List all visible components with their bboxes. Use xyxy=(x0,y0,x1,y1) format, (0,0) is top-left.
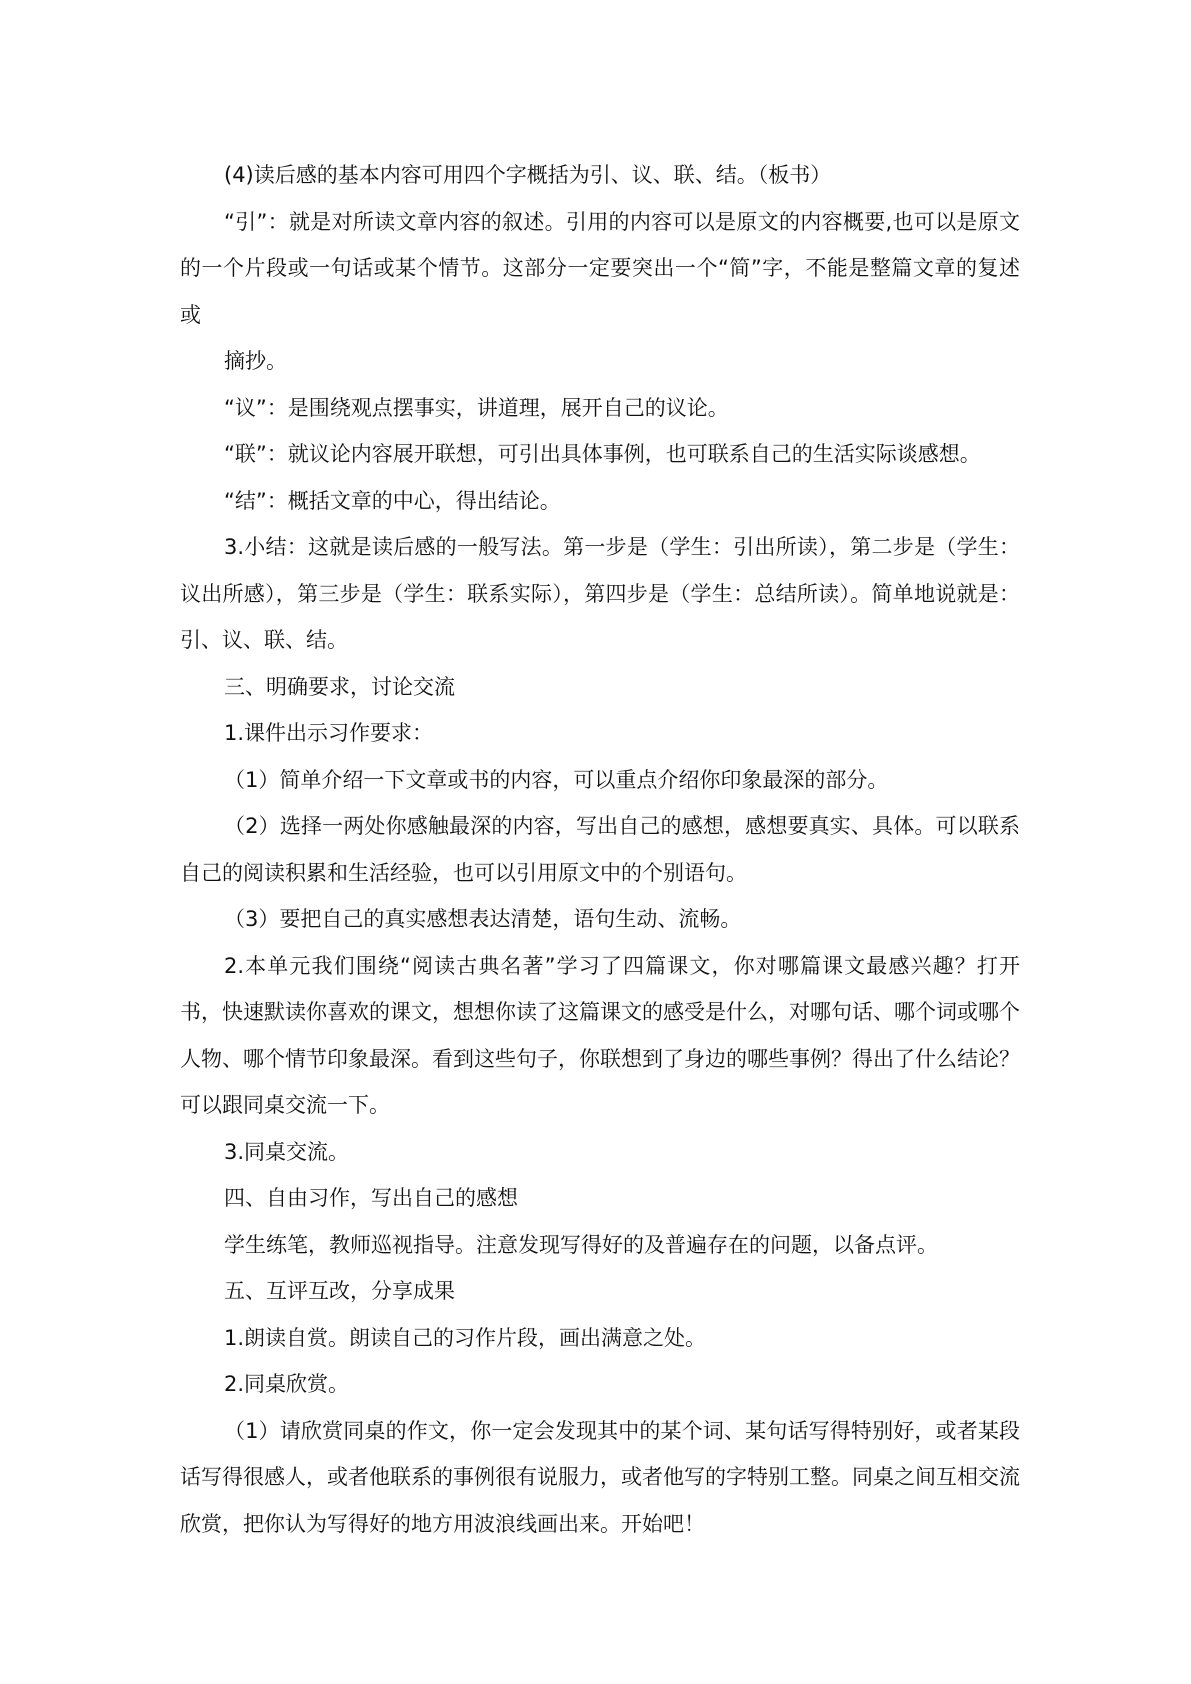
paragraph: “引”：就是对所读文章内容的叙述。引用的内容可以是原文的内容概要,也可以是原文的一个片段或一句话或某个情节。这部分一定要突出一个“简”字，不能是整篇文章的复述或 xyxy=(180,209,1020,327)
paragraph: “结”：概括文章的中心，得出结论。 xyxy=(224,488,561,513)
paragraph: 学生练笔，教师巡视指导。注意发现写得好的及普遍存在的问题，以备点评。 xyxy=(224,1232,938,1257)
paragraph: 1.朗读自赏。朗读自己的习作片段，画出满意之处。 xyxy=(224,1325,707,1350)
paragraph: (4)读后感的基本内容可用四个字概括为引、议、联、结。（板书） xyxy=(224,163,832,187)
paragraph: 3.小结：这就是读后感的一般写法。第一步是（学生：引出所读），第二步是（学生：议出所感），第三步是（学生：联系实际），第四步是（学生：总结所读）。简单地说就是：引、议、联、结。 xyxy=(180,535,1020,652)
paragraph: 1.课件出示习作要求： xyxy=(224,721,434,745)
section-heading: 四、自由习作，写出自己的感想 xyxy=(224,1186,518,1210)
paragraph: 3.同桌交流。 xyxy=(224,1139,350,1164)
paragraph: “联”：就议论内容展开联想，可引出具体事例，也可联系自己的生活实际谈感想。 xyxy=(224,442,981,466)
paragraph: （2）选择一两处你感触最深的内容，写出自己的感想，感想要真实、具体。可以联系自己的阅读积累和生活经验，也可以引用原文中的个别语句。 xyxy=(180,814,1020,885)
paragraph: （3）要把自己的真实感想表达清楚，语句生动、流畅。 xyxy=(224,907,742,931)
paragraph: （1）请欣赏同桌的作文，你一定会发现其中的某个词、某句话写得特别好，或者某段话写得很感人，或者他联系的事例很有说服力，或者他写的字特别工整。同桌之间互相交流欣赏，把你认为写得好的地方用波浪线画出来。开始吧！ xyxy=(180,1418,1020,1536)
section-heading: 三、明确要求，讨论交流 xyxy=(224,674,455,699)
paragraph: 摘抄。 xyxy=(224,349,287,373)
section-heading: 五、互评互改，分享成果 xyxy=(224,1279,455,1303)
document-body xyxy=(180,152,1020,1547)
paragraph: 2.本单元我们围绕“阅读古典名著”学习了四篇课文，你对哪篇课文最感兴趣？打开书，快速默读你喜欢的课文，想想你读了这篇课文的感受是什么，对哪句话、哪个词或哪个人物、哪个情节印象最深。看到这些句子，你联想到了身边的哪些事例？得出了什么结论？可以跟同桌交流一下。 xyxy=(180,953,1020,1117)
paragraph: 2.同桌欣赏。 xyxy=(224,1372,350,1396)
paragraph: “议”：是围绕观点摆事实，讲道理，展开自己的议论。 xyxy=(224,395,729,420)
paragraph: （1）简单介绍一下文章或书的内容，可以重点介绍你印象最深的部分。 xyxy=(224,767,889,792)
